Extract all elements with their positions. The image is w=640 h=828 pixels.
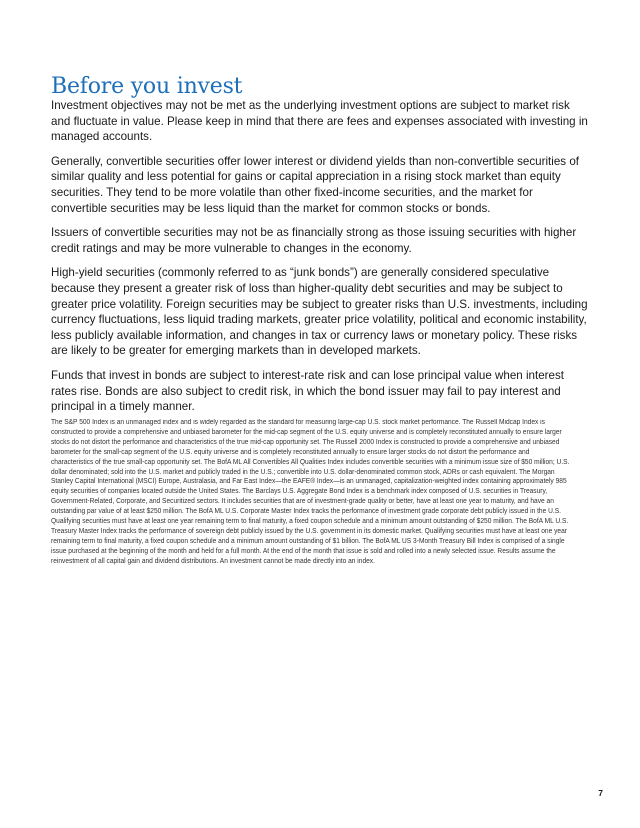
paragraph-convertible-issuers: Issuers of convertible securities may not be as financially strong as those issuing securities with higher credit ratings and may be more vulnerable to changes in the economy. <box>51 226 577 255</box>
index-definitions-footnote: The S&P 500 Index is an unmanaged index and is widely regarded as the standard for measuring large-cap U.S. stock market performance. The Russell Midcap Index is constructed to provide a comprehensive and unbiased barometer for the mid-cap segment of the U.S. equity universe and is completely reconstituted annually to ensure larger stocks do not distort the performance and characteristics of the true mid-cap opportunity set. The Russell 2000 Index is constructed to provide a comprehensive and unbiased barometer for the small-cap segment of the U.S. equity universe and is completely reconstituted annually to ensure larger stocks do not distort the performance and characteristics of the true small-cap opportunity set. The BofA ML All Convertibles All Qualities Index includes convertible securities with a minimum issue size of $50 million; U.S. dollar denominated; sold into the U.S. market and publicly traded in the U.S.; convertible into U.S. dollar-denominated common stock, ADRs or cash equivalent. The Morgan Stanley Capital International (MSCI) Europe, Australasia, and Far East Index—the EAFE® Index—is an unmanaged, capitalization-weighted index containing approximately 985 equity securities of companies located outside the United States. The Barclays U.S. Aggregate Bond Index is a benchmark index composed of U.S. securities in Treasury, Government-Related, Corporate, and Securitized sectors. It includes securities that are of investment-grade quality or better, have at least one year to maturity, and have an outstanding par value of at least $250 million. The BofA ML U.S. Corporate Master Index tracks the performance of investment grade corporate debt publicly issued in the U.S. Qualifying securities must have at least one year remaining term to final maturity, a fixed coupon schedule and a minimum amount outstanding of $250 million. The BofA ML U.S. Treasury Master Index tracks the performance of sovereign debt publicly issued by the U.S. government in its domestic market. Qualifying securities must have at least one year remaining term to final maturity, a fixed coupon schedule and a minimum amount outstanding of $1 billion. The BofA ML US 3-Month Treasury Bill Index is comprised of a single issue purchased at the beginning of the month and held for a full month. At the end of the month that issue is sold and rolled into a newly selected issue. Results assume the reinvestment of all capital gain and dividend distributions. An investment cannot be made directly into an index. <box>51 419 570 565</box>
paragraph-bond-funds: Funds that invest in bonds are subject to interest-rate risk and can lose principal value when interest rates rise. Bonds are also subject to credit risk, in which the bond issuer may fail to pay interest and principal in a timely manner. <box>51 368 564 414</box>
page-heading: Before you invest <box>51 74 243 99</box>
paragraph-high-yield-securities: High-yield securities (commonly referred to as “junk bonds”) are generally considered speculative because they present a greater risk of loss than higher-quality debt securities and may be subject to greater price volatility. Foreign securities may be subject to greater risks than U.S. investments, including currency fluctuations, less liquid trading markets, greater price volatility, political and economic instability, less publicly available information, and changes in tax or currency laws or monetary policy. These risks are likely to be greater for emerging markets than in developed markets. <box>51 266 588 358</box>
page-number: 7 <box>598 788 603 798</box>
body-text <box>51 98 591 424</box>
paragraph-convertible-securities: Generally, convertible securities offer lower interest or dividend yields than non-convertible securities of similar quality and less potential for gains or capital appreciation in a rising stock market than equity securities. They tend to be more volatile than other fixed-income securities, and the market for convertible securities may be less liquid than the market for common stocks or bonds. <box>51 154 579 215</box>
paragraph-investment-objectives: Investment objectives may not be met as the underlying investment options are subject to market risk and fluctuate in value. Please keep in mind that there are fees and expenses associated with investing in managed accounts. <box>51 99 588 144</box>
